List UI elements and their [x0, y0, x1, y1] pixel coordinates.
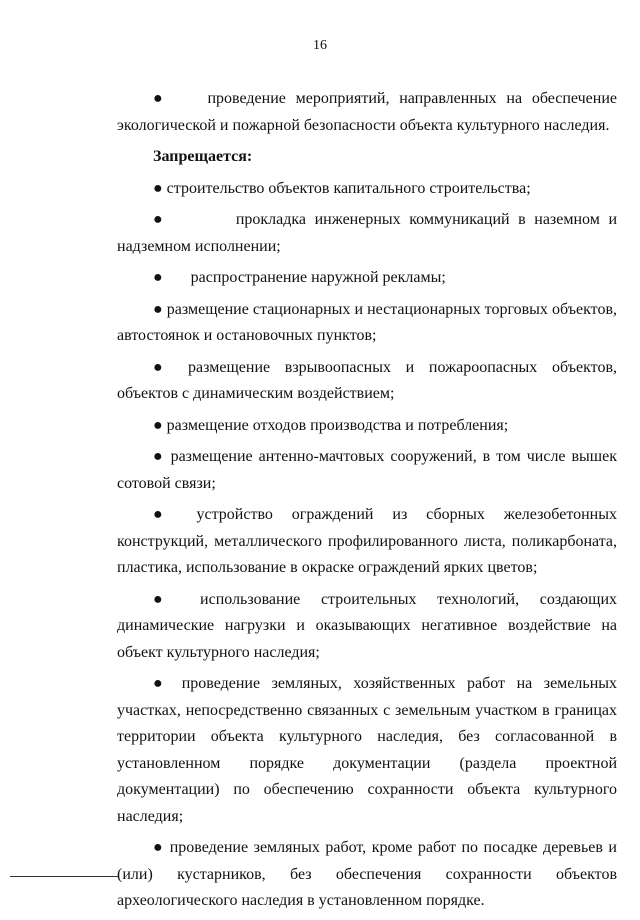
list-item: ● устройство ограждений из сборных железобетонных конструкций, металлического профилированного листа, поликарбоната, пластика, использование в окраске ограждений ярких цветов;	[117, 506, 617, 576]
list-item: ● размещение стационарных и нестационарных торговых объектов, автостоянок и остановочных пунктов;	[117, 300, 617, 344]
list-item: ● распространение наружной рекламы;	[153, 269, 446, 286]
list-item: ● размещение антенно-мачтовых сооружений, в том числе вышек сотовой связи;	[117, 448, 617, 492]
list-item: ● строительство объектов капитального строительства;	[153, 179, 531, 197]
section-heading-prohibited: Запрещается:	[153, 148, 253, 165]
list-item: ● использование строительных технологий, создающих динамические нагрузки и оказывающих негативное воздействие на объект культурного наследия;	[117, 590, 617, 661]
document-body	[117, 86, 617, 920]
list-item: ● прокладка инженерных коммуникаций в наземном и надземном исполнении;	[117, 211, 617, 255]
list-item: ● размещение взрывоопасных и пожароопасных объектов, объектов с динамическим воздействием;	[117, 358, 617, 402]
footer-rule	[10, 876, 118, 877]
list-item: ● проведение земляных, хозяйственных работ на земельных участках, непосредственно связанных с земельным участком в границах территории объекта культурного наследия, без согласованной в установленном порядке документации (раздела проектной документации) по обеспечению сохранности объекта культурного наследия;	[117, 675, 617, 825]
paragraph-ecology: ● проведение мероприятий, направленных на обеспечение экологической и пожарной безопасности объекта культурного наследия.	[117, 90, 617, 134]
list-item: ● размещение отходов производства и потребления;	[153, 416, 509, 434]
page-number: 16	[313, 38, 327, 53]
list-item: ● проведение земляных работ, кроме работ по посадке деревьев и (или) кустарников, без обеспечения сохранности объектов археологического наследия в установленном порядке.	[117, 839, 617, 909]
